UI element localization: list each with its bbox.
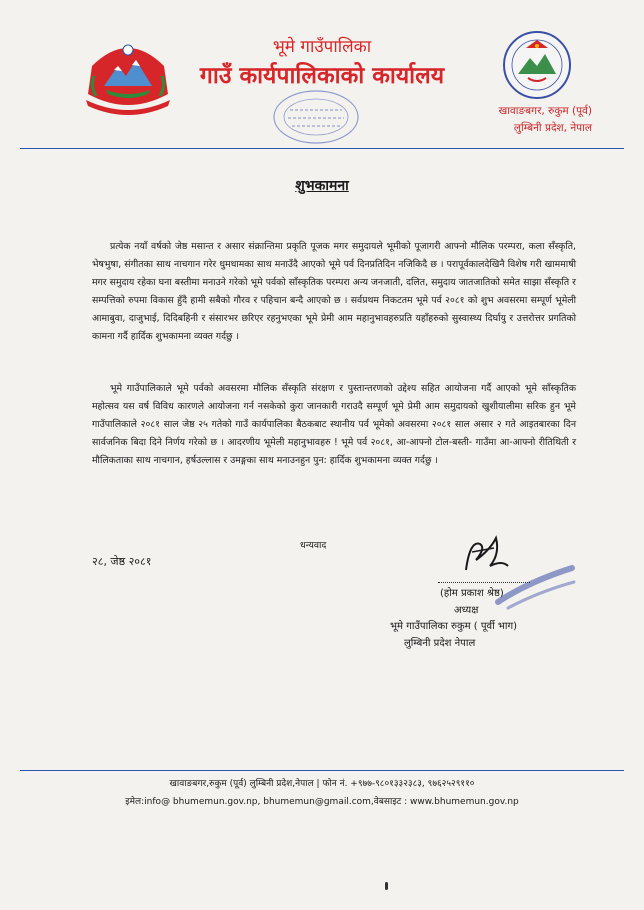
signatory-title: अध्यक्ष bbox=[454, 605, 479, 616]
letter-title: शुभकामना bbox=[295, 178, 349, 194]
address-line-2: लुम्बिनी प्रदेश, नेपाल bbox=[513, 122, 592, 134]
footer-divider bbox=[20, 770, 624, 771]
closing-thanks: धन्यवाद bbox=[300, 540, 327, 551]
address-line-1: खावाङबगर, रुकुम (पूर्व) bbox=[498, 105, 592, 117]
signatory-province: लुम्बिनी प्रदेश नेपाल bbox=[404, 638, 476, 649]
municipality-logo-icon bbox=[500, 30, 574, 100]
letter-date: २८, जेष्ठ २०८१ bbox=[92, 555, 152, 568]
signatory-name: (होम प्रकाश श्रेष्ठ) bbox=[440, 588, 504, 599]
page-mark bbox=[385, 882, 388, 890]
signatory-org: भूमे गाउँपालिका रुकुम ( पूर्वी भाग) bbox=[390, 621, 518, 632]
footer-web: इमेल:info@ bhumemun.gov.np, bhumemun@gmail.com,वेबसाइट : www.bhumemun.gov.np bbox=[125, 797, 519, 807]
municipality-name: भूमे गाउँपालिका bbox=[272, 37, 372, 57]
office-stamp-icon bbox=[270, 88, 362, 146]
office-name: गाउँ कार्यपालिकाको कार्यालय bbox=[199, 63, 445, 89]
body-paragraph-2: भूमे गाउँपालिकाले भूमे पर्वको अवसरमा मौलिक सँस्कृति संरक्षण र पुस्तान्तरणको उद्देश्य सहित आयोजना गर्दै आएको भूमे साँस्कृतिक महोत्सव यस वर्ष विविध कारणले आयोजना गर्न नसकेको कुरा जानकारी गराउदै सम्पूर्ण भूमे प्रेमी आम समुदायको खुशीयालीमा सरिक हुन भूमे गाउँपालिकाले २०८१ साल जेष्ठ २५ गतेको गाउँ कार्यपालिका बैठकबाट स्थानीय पर्व भूमेको अवसरमा २०८१ साल असार २ गते आइतबारका दिन सार्वजनिक बिदा दिने निर्णय गरेको छ । आदरणीय भूमेली महानुभावहरु ! भूमे पर्व २०८१, आ-आफ्नो टोल-बस्ती- गाउँमा आ-आफ्नो रीतिथिती र मौलिकताका साथ नाचगान, हर्षउल्लास र उमङ्गका साथ मनाउनहुन पुन: हार्दिक शुभकामना व्यक्त गर्दछु । bbox=[92, 383, 576, 466]
footer-contact: खावाङबगर,रुकुम (पूर्व) लुम्बिनी प्रदेश,नेपाल | फोन नं. +९७७-९८०१३३२३८३, ९७६२५२९११० bbox=[169, 779, 475, 789]
header-divider bbox=[20, 148, 624, 149]
signature-line bbox=[438, 582, 530, 583]
body-paragraph-1: प्रत्येक नयाँ वर्षको जेष्ठ मसान्त र असार संक्रान्तिमा प्रकृति पूजक मगर समुदायले भूमीको पूजागरी आफ्नो मौलिक परम्परा, कला सँस्कृति, भेषभुषा, संगीतका साथ नाचगान गरेर धुमधामका साथ मनाउँदै आएको भूमे पर्व दिनप्रतिदिन नजिकिदै छ । परापूर्वकालदेखिनै विशेष गरी खाममाषी मगर समुदाय रहेका घना बस्तीमा मनाउने गरेको भूमे पर्वको साँस्कृतिक परम्परा अन्य जनजाती, दलित, समुदाय जातजातिको समेत साझा सँस्कृति र सम्पत्तिको रुपमा विकास हुँदै हामी सबैको गौरव र पहिचान बन्दै आएको छ । सर्वप्रथम निकटतम भूमे पर्व २०८१ को शुभ अवसरमा सम्पूर्ण भूमेली आमाबुवा, दाजुभाई, दिदिबहिनी र संसारभर छरिएर रहनुभएका भूमे प्रेमी आम महानुभावहरुप्रति यहाँहरुको सुस्वास्थ्य दिर्घायु र उत्तरोत्तर प्रगतिको कामना गर्दै हार्दिक शुभकामना व्यक्त गर्दछु । bbox=[92, 241, 576, 342]
